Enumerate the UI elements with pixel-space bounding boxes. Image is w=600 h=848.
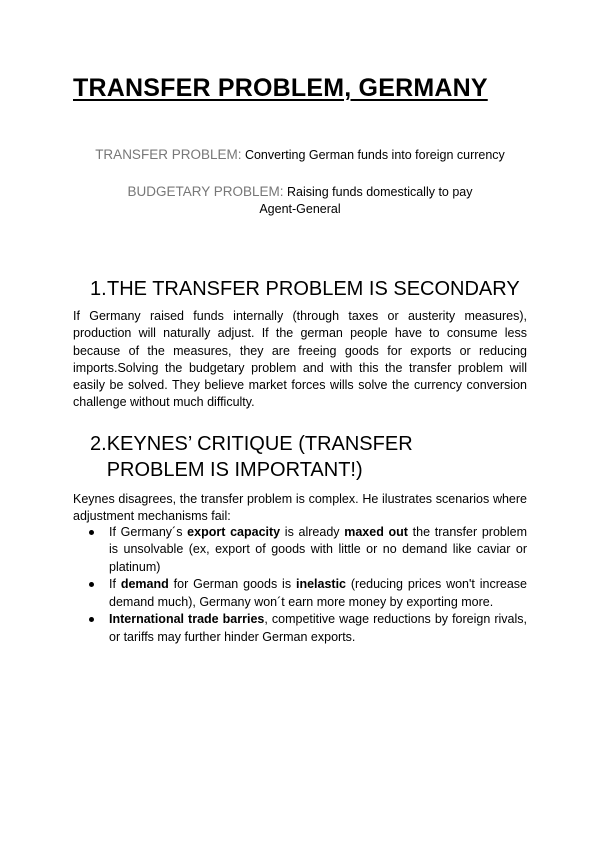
- bullet-icon: [89, 617, 94, 622]
- bullet-text: If Germany´s: [109, 525, 188, 539]
- bullet-text: the transfer problem is unsolvable (ex, export of goods with little or no demand like caviar or platinum): [109, 525, 527, 574]
- section1-body: If Germany raised funds internally (through taxes or austerity measures), production will naturally adjust. If the german people have to consume less because of the measures, they are freeing goods for exports or reducing imports.Solving the budgetary problem and with this the transfer problem will easily be solved. They believe market forces wills solve the currency conversion challenge without much difficulty.: [73, 309, 527, 410]
- bullet-text: , competitive wage reductions by foreign rivals, or tariffs may further hinder German exports.: [109, 612, 527, 644]
- bullet-bold-text: inelastic: [295, 577, 346, 592]
- bullet-bold-text: maxed out: [344, 525, 408, 539]
- transfer-problem-term: TRANSFER PROBLEM:: [95, 147, 242, 162]
- bullet-text: is already: [280, 525, 345, 539]
- section2-heading-text: KEYNES’ CRITIQUE (TRANSFER PROBLEM IS IMPORTANT!): [106, 433, 413, 481]
- budgetary-problem-description: Raising funds domestically to pay: [287, 185, 473, 199]
- bullet-bold-text: export capacity: [187, 525, 281, 539]
- budgetary-problem-definition: [60, 183, 540, 218]
- section1-number: 1.: [90, 278, 107, 300]
- bullet-text: (reducing prices won't increase demand much), Germany won´t earn more money by exporting more.: [109, 577, 527, 609]
- bullet-icon: [89, 582, 94, 587]
- section2-intro: Keynes disagrees, the transfer problem is complex. He ilustrates scenarios where adjustment mechanisms fail:: [73, 492, 527, 524]
- bullet-bold-text: demand: [120, 577, 169, 592]
- list-item: [73, 576, 527, 611]
- section1-heading-text: THE TRANSFER PROBLEM IS SECONDARY: [107, 278, 520, 300]
- bullet-bold-text: International trade barries: [109, 612, 265, 627]
- section2-heading: [90, 431, 510, 483]
- bullet-text: If: [109, 577, 121, 592]
- bullet-icon: [89, 530, 94, 535]
- transfer-problem-definition: [60, 146, 540, 164]
- list-item: [73, 611, 527, 646]
- document-title: TRANSFER PROBLEM, GERMANY: [73, 74, 488, 102]
- section2-number: 2.: [90, 433, 107, 455]
- transfer-problem-description: Converting German funds into foreign currency: [244, 148, 505, 162]
- section2-bullet-list: [73, 524, 527, 647]
- budgetary-problem-term: BUDGETARY PROBLEM:: [127, 184, 284, 199]
- budgetary-problem-description-cont: Agent-General: [259, 202, 341, 216]
- section1-heading: [90, 276, 520, 302]
- list-item: [73, 524, 527, 576]
- bullet-text: for German goods is: [168, 577, 296, 592]
